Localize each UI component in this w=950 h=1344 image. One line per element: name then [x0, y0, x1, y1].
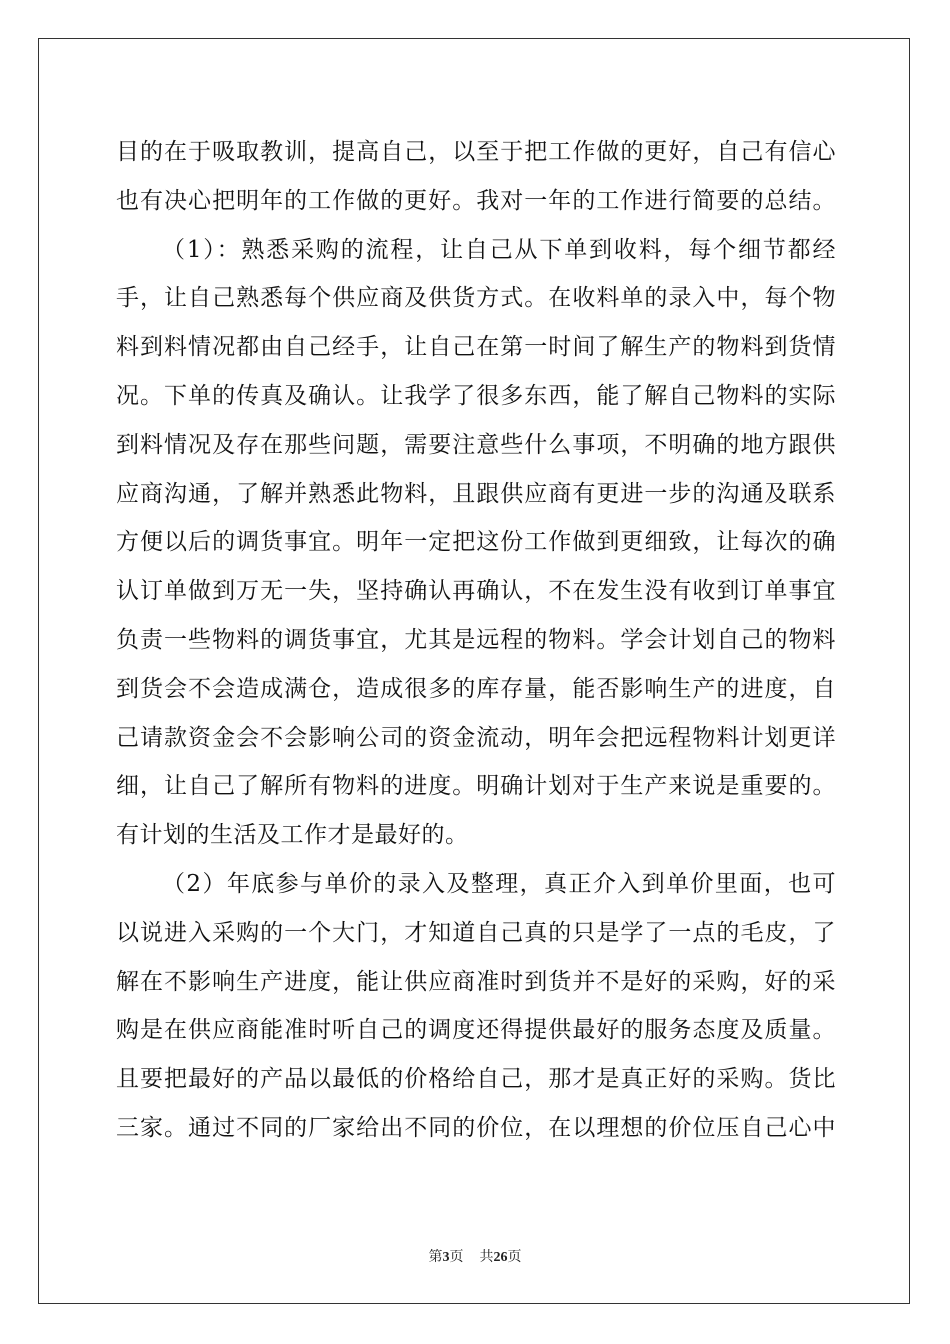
- text-line: 解在不影响生产进度，能让供应商准时到货并不是好的采购，好的采: [116, 968, 836, 995]
- footer-total-prefix: 共: [479, 1249, 494, 1265]
- footer-page-number: 3: [442, 1250, 450, 1265]
- text-line: 方便以后的调货事宜。明年一定把这份工作做到更细致，让每次的确: [116, 529, 836, 556]
- text-line: 到货会不会造成满仓，造成很多的库存量，能否影响生产的进度，自: [116, 675, 836, 702]
- text-line: 且要把最好的产品以最低的价格给自己，那才是真正好的采购。货比: [116, 1066, 836, 1093]
- text-line: 以说进入采购的一个大门，才知道自己真的只是学了一点的毛皮，了: [116, 919, 836, 946]
- text-line: 也有决心把明年的工作做的更好。我对一年的工作进行简要的总结。: [116, 187, 836, 214]
- text-line: 购是在供应商能准时听自己的调度还得提供最好的服务态度及质量。: [116, 1017, 836, 1044]
- page-footer: [0, 1246, 950, 1266]
- footer-total-pages: 26: [493, 1250, 508, 1265]
- text-line: 己请款资金会不会影响公司的资金流动，明年会把远程物料计划更详: [116, 724, 836, 751]
- text-line: 认订单做到万无一失，坚持确认再确认，不在发生没有收到订单事宜: [116, 578, 836, 605]
- text-line: 目的在于吸取教训，提高自己，以至于把工作做的更好，自己有信心: [116, 139, 836, 165]
- text-line: 况。下单的传真及确认。让我学了很多东西，能了解自己物料的实际: [116, 382, 836, 409]
- paragraph-start-line: （2）年底参与单价的录入及整理，真正介入到单价里面，也可: [162, 870, 836, 897]
- document-body: [116, 128, 836, 1153]
- text-line: 应商沟通，了解并熟悉此物料，且跟供应商有更进一步的沟通及联系: [116, 480, 836, 507]
- footer-page-suffix: 页: [449, 1249, 464, 1265]
- text-line: 手，让自己熟悉每个供应商及供货方式。在收料单的录入中，每个物: [116, 285, 836, 312]
- text-line: 到料情况及存在那些问题，需要注意些什么事项，不明确的地方跟供: [116, 431, 836, 458]
- paragraph-start-line: （1）：熟悉采购的流程，让自己从下单到收料，每个细节都经: [162, 236, 836, 263]
- text-line: 负责一些物料的调货事宜，尤其是远程的物料。学会计划自己的物料: [116, 626, 836, 653]
- footer-prefix: 第: [428, 1249, 443, 1265]
- text-line: 三家。通过不同的厂家给出不同的价位，在以理想的价位压自己心中: [116, 1114, 836, 1141]
- footer-total-suffix: 页: [507, 1249, 522, 1265]
- paragraph-end-line: 有计划的生活及工作才是最好的。: [116, 822, 469, 849]
- text-line: 细，让自己了解所有物料的进度。明确计划对于生产来说是重要的。: [116, 773, 836, 800]
- text-line: 料到料情况都由自己经手，让自己在第一时间了解生产的物料到货情: [116, 334, 836, 361]
